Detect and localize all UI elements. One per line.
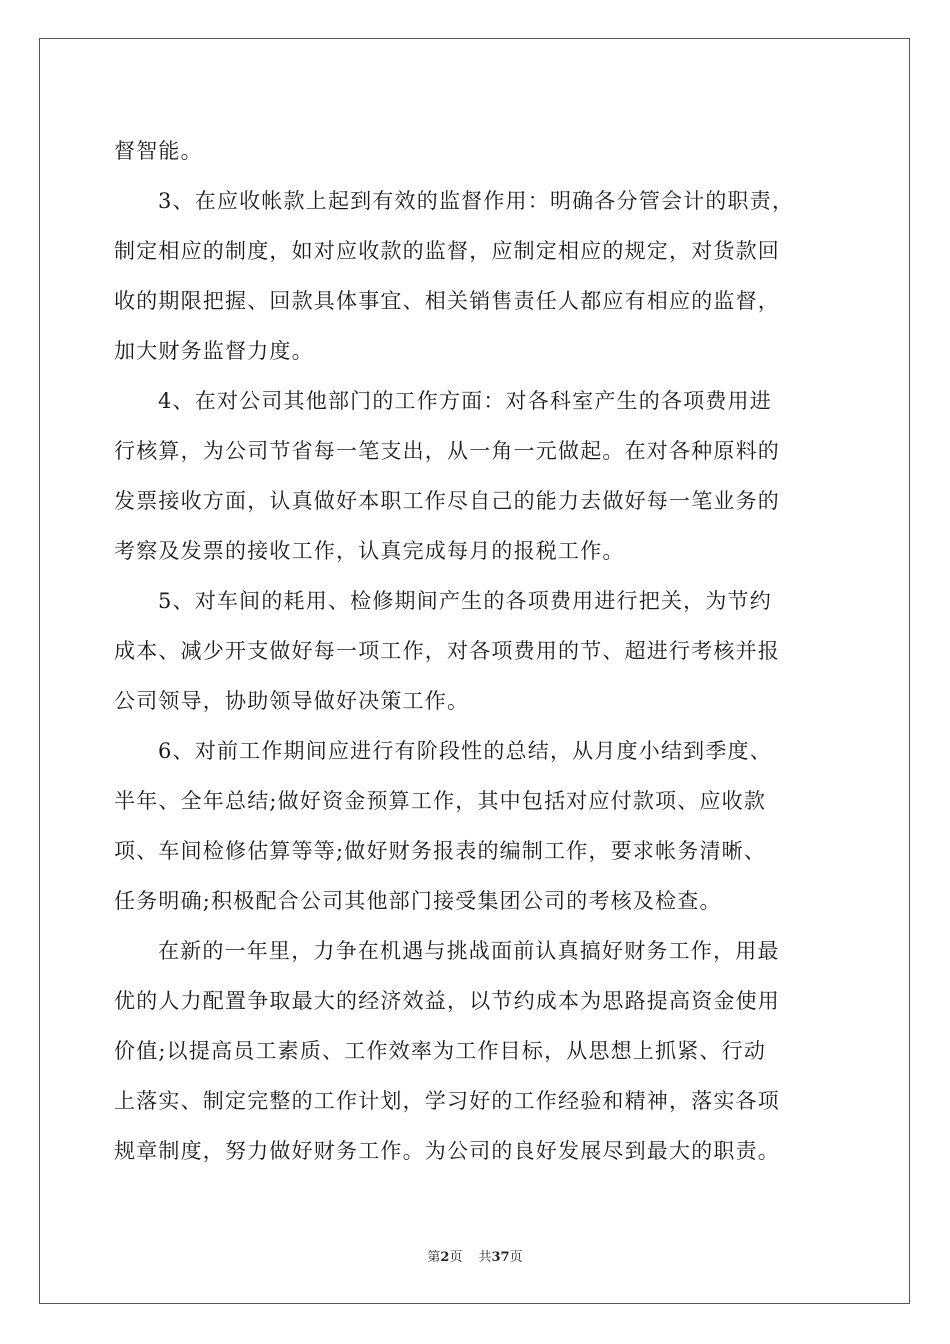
- text-line: 公司领导，协助领导做好决策工作。: [114, 689, 470, 713]
- text-line: 4、在对公司其他部门的工作方面：对各科室产生的各项费用进: [158, 389, 772, 413]
- total-label-suffix: 页: [509, 1250, 523, 1265]
- text-line: 发票接收方面，认真做好本职工作尽自己的能力去做好每一笔业务的: [114, 489, 780, 513]
- text-line: 价值;以提高员工素质、工作效率为工作目标，从思想上抓紧、行动: [114, 1039, 767, 1063]
- text-line: 在新的一年里，力争在机遇与挑战面前认真搞好财务工作，用最: [158, 939, 780, 963]
- text-line: 制定相应的制度，如对应收款的监督，应制定相应的规定，对货款回: [114, 239, 780, 263]
- text-line: 考察及发票的接收工作，认真完成每月的报税工作。: [114, 539, 625, 563]
- text-line: 任务明确;积极配合公司其他部门接受集团公司的考核及检查。: [114, 889, 722, 913]
- current-page-number: 2: [440, 1250, 450, 1265]
- page-footer: [0, 1246, 950, 1265]
- text-line: 督智能。: [114, 139, 203, 163]
- text-line: 上落实、制定完整的工作计划，学习好的工作经验和精神，落实各项: [114, 1089, 780, 1113]
- text-line: 3、在应收帐款上起到有效的监督作用：明确各分管会计的职责，: [158, 189, 795, 213]
- document-body: [114, 126, 839, 1176]
- text-line: 行核算，为公司节省每一笔支出，从一角一元做起。在对各种原料的: [114, 439, 780, 463]
- page-label-suffix: 页: [449, 1250, 463, 1265]
- text-line: 6、对前工作期间应进行有阶段性的总结，从月度小结到季度、: [158, 739, 772, 763]
- total-page-count: 37: [491, 1250, 510, 1265]
- total-label-prefix: 共: [478, 1250, 492, 1265]
- page-label-prefix: 第: [427, 1250, 441, 1265]
- text-line: 项、车间检修估算等等;做好财务报表的编制工作，要求帐务清晰、: [114, 839, 767, 863]
- text-line: 加大财务监督力度。: [114, 339, 314, 363]
- text-line: 5、对车间的耗用、检修期间产生的各项费用进行把关，为节约: [158, 589, 772, 613]
- text-line: 收的期限把握、回款具体事宜、相关销售责任人都应有相应的监督，: [114, 289, 780, 313]
- text-line: 优的人力配置争取最大的经济效益，以节约成本为思路提高资金使用: [114, 989, 780, 1013]
- text-line: 半年、全年总结;做好资金预算工作，其中包括对应付款项、应收款: [114, 789, 767, 813]
- text-line: 规章制度，努力做好财务工作。为公司的良好发展尽到最大的职责。: [114, 1139, 780, 1163]
- text-line: 成本、减少开支做好每一项工作，对各项费用的节、超进行考核并报: [114, 639, 780, 663]
